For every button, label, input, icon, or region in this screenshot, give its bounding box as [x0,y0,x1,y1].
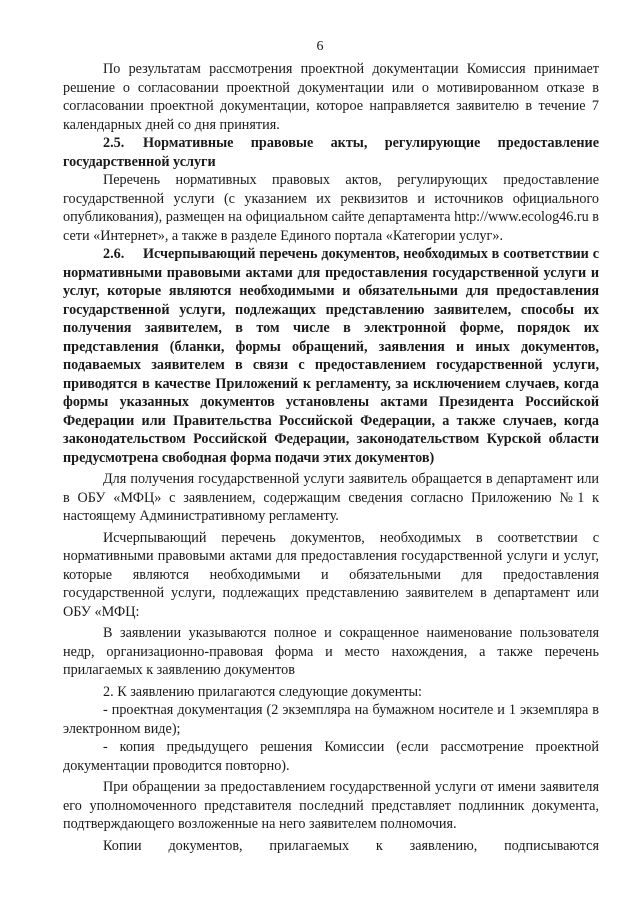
paragraph-commission-decision: По результатам рассмотрения проектной документации Комиссия принимает решение о согласовании проектной документации или о мотивированном отказе в согласовании проектной документации, которое направляется заявителю в течение 7 календарных дней со дня принятия. [63,61,599,133]
paragraph-copies-signed: Копии документов, прилагаемых к заявлению, подписываются [103,837,599,854]
list-item-previous-decision: - копия предыдущего решения Комиссии (если рассмотрение проектной документации проводится повторно). [63,739,599,774]
section-2-5-heading [63,134,599,171]
section-2-6-number: 2.6. [103,246,125,262]
paragraph-application-contents: В заявлении указываются полное и сокращенное наименование пользователя недр, организационно-правовая форма и место нахождения, а также перечень прилагаемых к заявлению документов [63,625,599,678]
paragraph-authorized-representative: При обращении за предоставлением государственной услуги от имени заявителя его уполномоченного представителя последний представляет подлинник документа, подтверждающего возложенные на него заявителем полномочия. [63,779,599,832]
document-body [63,60,599,855]
page-number: 6 [316,39,324,54]
section-2-5-title: Нормативные правовые акты, регулирующие предоставление государственной услуги [63,135,599,170]
paragraph-legal-acts-list: Перечень нормативных правовых актов, регулирующих предоставление государственной услуги (с указанием их реквизитов и источников официального опубликования), размещен на официальном сайте департамента http://www.ecolog46.ru в сети «Интернет», а также в разделе Единого портала «Категории услуг». [63,172,599,244]
section-2-6-title: Исчерпывающий перечень документов, необходимых в соответствии с нормативными правовыми актами для предоставления государственной услуги и услуг, которые являются необходимыми и обязательными для предоставления государственной услуги, подлежащих представлению заявителем, способы их получения заявителем, в том числе в электронной форме, порядок их представления (бланки, формы обращений, заявления и иных документов, подаваемых заявителем в связи с предоставлением государственной услуги, приводятся в качестве Приложений к регламенту, за исключением случаев, когда формы указанных документов установлены актами Президента Российской Федерации или Правительства Российской Федерации, а также случаев, когда законодательством Российской Федерации, законодательством Курской области предусмотрена свободная форма подачи этих документов) [63,246,599,466]
section-2-5-number: 2.5. [103,135,125,151]
list-item-project-documentation: - проектная документация (2 экземпляра на бумажном носителе и 1 экземпляра в электронном виде); [63,702,599,737]
paragraph-attachments-heading: 2. К заявлению прилагаются следующие документы: [103,683,422,700]
paragraph-documents-list-intro: Исчерпывающий перечень документов, необходимых в соответствии с нормативными правовыми актами для предоставления государственной услуги и услуг, которые являются необходимыми и обязательными для предоставления государственной услуги, подлежащих представлению заявителем в департамент или ОБУ «МФЦ: [63,529,599,620]
paragraph-applicant-request: Для получения государственной услуги заявитель обращается в департамент или в ОБУ «МФЦ» с заявлением, содержащим сведения согласно Приложению №1 к настоящему Административному регламенту. [63,471,599,524]
section-2-6-heading [63,245,599,467]
